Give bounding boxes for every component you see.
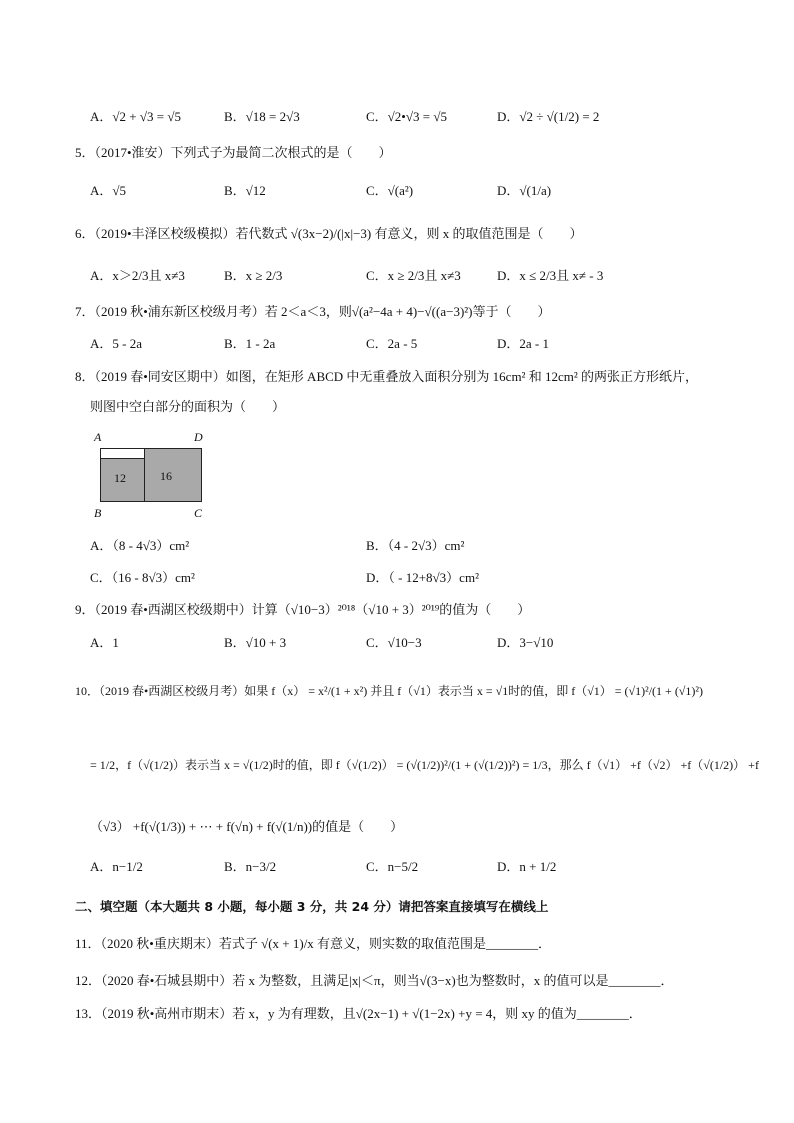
q10-option-d: D．n + 1/2 (497, 859, 557, 874)
q8-stem-line2: 则图中空白部分的面积为（ ） (90, 399, 286, 414)
q9-option-b: B．√10 + 3 (224, 635, 287, 650)
q8-stem-line1: 8．（2019 春•同安区期中）如图，在矩形 ABCD 中无重叠放入面积分别为 16cm² 和 12cm² 的两张正方形纸片， (75, 369, 698, 384)
q12-stem: 12．（2020 春•石城县期中）若 x 为整数，且满足|x|＜π，则当√(3−x)也为整数时，x 的值可以是________． (75, 973, 674, 988)
q6-option-b: B．x ≥ 2/3 (224, 268, 283, 283)
section-heading: 二、填空题（本大题共 8 小题，每小题 3 分，共 24 分）请把答案直接填写在横线上 (75, 899, 549, 914)
q6-option-c: C．x ≥ 2/3且 x≠3 (366, 268, 461, 283)
q10-option-a: A．n−1/2 (90, 859, 143, 874)
q9-option-d: D．3−√10 (497, 635, 554, 650)
q5-option-d: D．√(1/a) (497, 183, 552, 198)
square-16 (144, 448, 202, 502)
q10-option-b: B．n−3/2 (224, 859, 277, 874)
q8-option-c: C．（16 - 8√3）cm² (90, 570, 195, 585)
q11-stem: 11．（2020 秋•重庆期末）若式子 √(x + 1)/x 有意义，则实数的取值范围是________． (75, 936, 552, 951)
q9-option-c: C．√10−3 (366, 635, 422, 650)
square-16-label: 16 (160, 469, 172, 483)
corner-label-b: B (94, 506, 102, 520)
q8-figure (94, 430, 208, 520)
q7-option-d: D．2a - 1 (497, 336, 549, 351)
corner-label-c: C (194, 506, 203, 520)
q13-stem: 13．（2019 秋•高州市期末）若 x，y 为有理数，且√(2x−1) + √(1−2x) +y = 4，则 xy 的值为________． (75, 1006, 642, 1021)
q9-stem: 9．（2019 春•西湖区校级期中）计算（√10−3）²⁰¹⁸（√10 + 3）²⁰¹⁹的值为（ ） (75, 602, 531, 617)
square-12-label: 12 (114, 471, 126, 485)
q10-line1: 10．（2019 春•西湖区校级月考）如果 f（x） = x²/(1 + x²) 并且 f（√1）表示当 x = √1时的值，即 f（√1） = (√1)²/(1 + (√1)²) (75, 684, 703, 698)
q6-option-d: D．x ≤ 2/3且 x≠ - 3 (497, 268, 604, 283)
q8-option-b: B．（4 - 2√3）cm² (366, 538, 465, 553)
q10-option-c: C．n−5/2 (366, 859, 419, 874)
q4-option-c: C．√2•√3 = √5 (366, 109, 447, 124)
corner-label-a: A (94, 430, 102, 444)
q4-option-d: D．√2 ÷ √(1/2) = 2 (497, 109, 600, 124)
q7-option-c: C．2a - 5 (366, 336, 418, 351)
q6-stem: 6．（2019•丰泽区校级模拟）若代数式 √(3x−2)/(|x|−3) 有意义，则 x 的取值范围是（ ） (75, 226, 583, 241)
q7-option-a: A．5 - 2a (90, 336, 142, 351)
q5-option-b: B．√12 (224, 183, 266, 198)
q5-option-c: C．√(a²) (366, 183, 414, 198)
q9-option-a: A．1 (90, 635, 119, 650)
q8-option-a: A．（8 - 4√3）cm² (90, 538, 190, 553)
q6-option-a: A．x＞2/3且 x≠3 (90, 268, 185, 283)
q8-option-d: D．（ - 12+8√3）cm² (366, 570, 479, 585)
q10-line2: = 1/2，f（√(1/2)）表示当 x = √(1/2)时的值，即 f（√(1/2)） = (√(1/2))²/(1 + (√(1/2))²) = 1/3，那么 f（√1） +f（√2） +f（√(1/2)） +f (90, 758, 759, 772)
q4-option-a: A．√2 + √3 = √5 (90, 109, 181, 124)
q7-option-b: B．1 - 2a (224, 336, 276, 351)
q5-stem: 5．（2017•淮安）下列式子为最简二次根式的是（ ） (75, 145, 392, 160)
q5-option-a: A．√5 (90, 183, 127, 198)
q10-line3: （√3） +f(√(1/3)) + ⋯ + f(√n) + f(√(1/n))的值是（ ） (90, 819, 404, 834)
corner-label-d: D (194, 430, 203, 444)
q4-option-b: B．√18 = 2√3 (224, 109, 300, 124)
q7-stem: 7．（2019 秋•浦东新区校级月考）若 2＜a＜3，则√(a²−4a + 4)−√((a−3)²)等于（ ） (75, 304, 551, 319)
